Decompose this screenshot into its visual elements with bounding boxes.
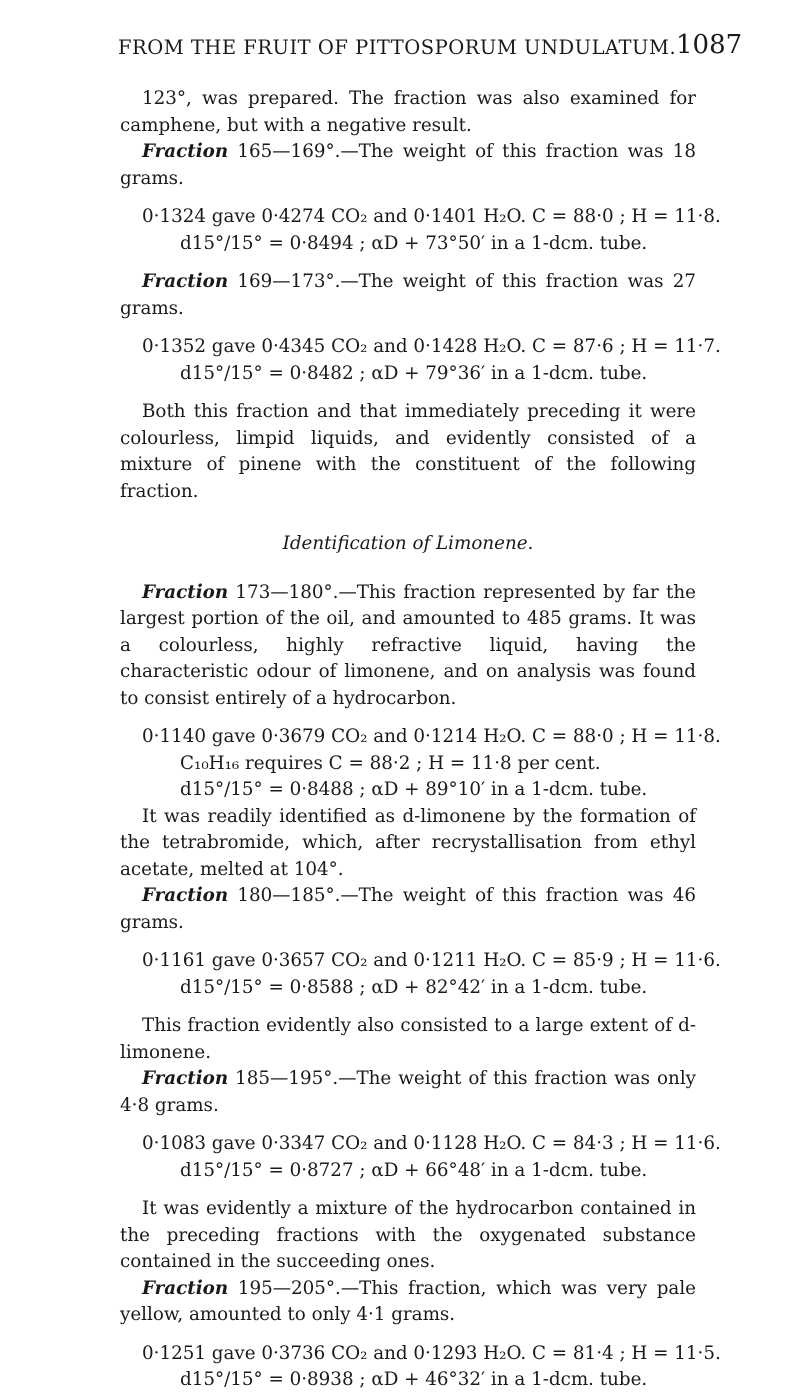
fraction-label: Fraction: [142, 1277, 229, 1299]
fraction-text: 195—205°.—This fraction, which was very pale yellow, amounted to only 4·1 grams.: [120, 1277, 696, 1325]
fraction-165-heading: [120, 139, 696, 192]
page-number: 1087: [676, 30, 743, 60]
paragraph-mixture: It was evidently a mixture of the hydrocarbon contained in the preceding fractions with the oxygenated substance contained in the succeeding ones.: [120, 1198, 696, 1272]
fraction-label: Fraction: [142, 141, 229, 162]
fraction-label: Fraction: [142, 885, 229, 906]
fraction-173-paragraph: [120, 580, 696, 713]
fraction-label: Fraction: [142, 271, 229, 292]
fraction-180-heading: [120, 883, 696, 936]
fraction-text: 169—173°.—The weight of this fraction was 27 grams.: [120, 271, 696, 319]
fraction-text: 180—185°.—The weight of this fraction was 46 grams.: [120, 885, 696, 933]
analysis-line: 0·1161 gave 0·3657 CO₂ and 0·1211 H₂O. C = 85·9 ; H = 11·6.: [142, 950, 721, 971]
fraction-text: 173—180°.—This fraction represented by far the largest portion of the oil, and amounted to 485 grams. It was a colourless, highly refractive liquid, having the characteristic odour of limonene, and on analysis was found to consist entirely of a hydrocarbon.: [120, 581, 696, 709]
paragraph-intro: 123°, was prepared. The fraction was also examined for camphene, but with a negative result.: [120, 88, 696, 136]
density-rotation-line: d15°/15° = 0·8727 ; αD + 66°48′ in a 1-dcm. tube.: [180, 1159, 648, 1181]
requires-line: C₁₀H₁₆ requires C = 88·2 ; H = 11·8 per cent.: [180, 752, 601, 774]
fraction-label: Fraction: [142, 581, 229, 603]
density-rotation-line: d15°/15° = 0·8494 ; αD + 73°50′ in a 1-dcm. tube.: [180, 232, 648, 254]
density-rotation-line: d15°/15° = 0·8488 ; αD + 89°10′ in a 1-dcm. tube.: [180, 779, 648, 800]
density-rotation-line: d15°/15° = 0·8482 ; αD + 79°36′ in a 1-dcm. tube.: [180, 362, 648, 384]
fraction-text: 185—195°.—The weight of this fraction was only 4·8 grams.: [120, 1068, 696, 1116]
body-text: [120, 86, 721, 1394]
analysis-line: 0·1140 gave 0·3679 CO₂ and 0·1214 H₂O. C = 88·0 ; H = 11·8.: [142, 726, 721, 747]
analysis-line: 0·1352 gave 0·4345 CO₂ and 0·1428 H₂O. C = 87·6 ; H = 11·7.: [142, 336, 721, 357]
fraction-185-heading: [120, 1066, 696, 1119]
running-header: FROM THE FRUIT OF PITTOSPORUM UNDULATUM.: [118, 36, 677, 59]
fraction-text: 165—169°.—The weight of this fraction was 18 grams.: [120, 141, 696, 189]
paragraph-colourless: Both this fraction and that immediately preceding it were colourless, limpid liquids, and evidently consisted of a mixture of pinene with the constituent of the following fraction.: [120, 401, 696, 502]
section-heading: Identification of Limonene.: [282, 533, 534, 554]
fraction-169-heading: [120, 269, 696, 322]
density-rotation-line: d15°/15° = 0·8938 ; αD + 46°32′ in a 1-dcm. tube.: [180, 1369, 648, 1390]
fraction-195-heading: [120, 1276, 696, 1329]
paragraph-tetrabromide: It was readily identified as d-limonene by the formation of the tetrabromide, which, after recrystallisation from ethyl acetate, melted at 104°.: [120, 805, 696, 880]
analysis-line: 0·1324 gave 0·4274 CO₂ and 0·1401 H₂O. C = 88·0 ; H = 11·8.: [142, 206, 721, 227]
analysis-line: 0·1251 gave 0·3736 CO₂ and 0·1293 H₂O. C = 81·4 ; H = 11·5.: [142, 1342, 721, 1364]
density-rotation-line: d15°/15° = 0·8588 ; αD + 82°42′ in a 1-dcm. tube.: [180, 976, 648, 998]
fraction-label: Fraction: [142, 1068, 229, 1089]
analysis-line: 0·1083 gave 0·3347 CO₂ and 0·1128 H₂O. C = 84·3 ; H = 11·6.: [142, 1133, 721, 1154]
paragraph-d-limonene: This fraction evidently also consisted to a large extent of d-limonene.: [120, 1015, 696, 1063]
